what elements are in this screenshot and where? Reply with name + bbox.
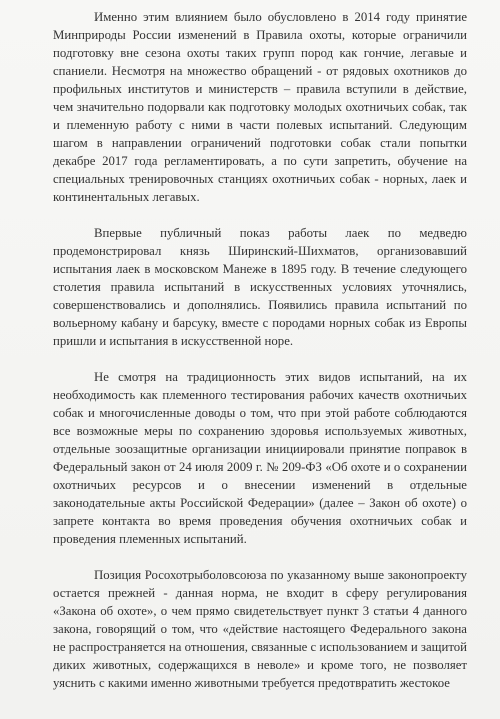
- paragraph-spacer: [53, 350, 467, 368]
- paragraph-3: Не смотря на традиционность этих видов испытаний, на их необходимость как племенного тестирования рабочих качеств охотничьих собак и многочисленные доводы о том, что при этой работе соблюдаются все возможные меры по сохранению здоровья используемых животных, отдельные зоозащитные организации инициировали принятие поправок в Федеральный закон от 24 июля 2009 г. № 209-ФЗ «Об охоте и о сохранении охотничьих ресурсов и о внесении изменений в отдельные законодательные акты Российской Федерации» (далее – Закон об охоте) о запрете контакта во время проведения обучения охотничьих собак и проведения племенных испытаний.: [53, 370, 467, 546]
- paragraph-1: Именно этим влиянием было обусловлено в 2014 году принятие Минприроды России изменений в Правила охоты, которые ограничили подготовку вне сезона охоты таких групп пород как гончие, легавые и спаниели. Несмотря на множество обращений - от рядовых охотников до профильных институтов и министерств – правила вступили в действие, чем значительно подорвали как подготовку молодых охотничьих собак, так и племенную работу с ними в части полевых испытаний. Следующим шагом в направлении ограничений подготовки собак стали попытки декабре 2017 года регламентировать, а по сути запретить, обучение на специальных тренировочных станциях охотничьих собак - норных, лаек и континентальных легавых.: [53, 10, 467, 204]
- paragraph-spacer: [53, 548, 467, 566]
- paragraph-4: Позиция Росохотрыболовсоюза по указанному выше законопроекту остается прежней - данная норма, не входит в сферу регулирования «Закона об охоте», о чем прямо свидетельствует пункт 3 статьи 4 данного закона, говорящий о том, что «действие настоящего Федерального закона не распространяется на отношения, связанные с использованием и защитой диких животных, содержащихся в неволе» и кроме того, не позволяет уяснить с какими именно животными требуется предотвратить жестокое: [53, 568, 468, 690]
- document-body: [53, 8, 467, 692]
- paragraph-2: Впервые публичный показ работы лаек по медведю продемонстрировал князь Ширинский-Шихматов, организовавший испытания лаек в московском Манеже в 1895 году. В течение следующего столетия правила испытаний в искусственных условиях уточнялись, совершенствовались и дополнялись. Появились правила испытаний по вольерному кабану и барсуку, вместе с породами норных собак из Европы пришли и испытания в искусственной норе.: [53, 226, 467, 348]
- paragraph-spacer: [53, 206, 467, 224]
